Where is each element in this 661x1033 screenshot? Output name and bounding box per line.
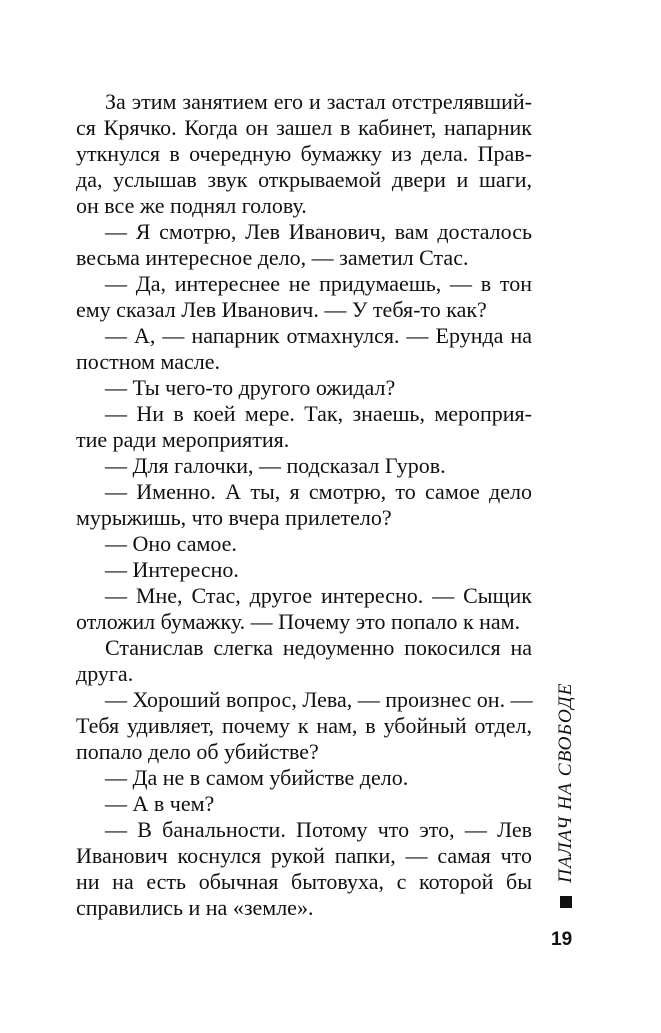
text-line: мурыжишь, что вчера прилетело? [76, 505, 392, 530]
text-line: ни на есть обычная бытовуха, с которой бы [76, 869, 532, 894]
text-line: Тебя удивляет, почему к нам, в убойный отдел, [76, 713, 532, 738]
text-line: друга. [76, 661, 134, 686]
text-line: За этим занятием его и застал отстрелявший- [105, 89, 532, 114]
text-line: — А в чем? [105, 791, 215, 816]
text-line: — Для галочки, — подсказал Гуров. [105, 453, 446, 478]
square-bullet-icon [560, 896, 572, 908]
text-line: — Именно. А ты, я смотрю, то самое дело [105, 479, 532, 504]
text-line: тие ради мероприятия. [76, 427, 290, 452]
text-line: весьма интересное дело, — заметил Стас. [76, 245, 469, 270]
text-line: ся Крячко. Когда он зашел в кабинет, напарник [76, 115, 532, 140]
text-line: — Интересно. [105, 557, 239, 582]
text-line: — Я смотрю, Лев Иванович, вам досталось [105, 219, 532, 244]
text-line: — Мне, Стас, другое интересно. — Сыщик [105, 583, 532, 608]
text-line: — Хороший вопрос, Лева, — произнес он. — [105, 687, 533, 712]
text-line: попало дело об убийстве? [76, 739, 319, 764]
page-number: 19 [551, 929, 573, 950]
text-line: — А, — напарник отмахнулся. — Ерунда на [105, 323, 532, 348]
running-title: ПАЛАЧ НА СВОБОДЕ [555, 682, 576, 883]
text-line: — Ни в коей мере. Так, знаешь, мероприя- [105, 401, 532, 426]
text-line: — В банальности. Потому что это, — Лев [105, 817, 532, 842]
text-line: Иванович коснулся рукой папки, — самая что [76, 843, 532, 868]
text-line: уткнулся в очередную бумажку из дела. Прав- [76, 141, 532, 166]
text-line: — Оно самое. [105, 531, 237, 556]
text-line: — Ты чего-то другого ожидал? [105, 375, 396, 400]
text-line: — Да не в самом убийстве дело. [105, 765, 409, 790]
text-line: постном масле. [76, 349, 221, 374]
text-line: Станислав слегка недоуменно покосился на [105, 635, 532, 660]
text-line: справились и на «земле». [76, 895, 314, 920]
body-text [76, 89, 532, 921]
text-line: — Да, интереснее не придумаешь, — в тон [105, 271, 532, 296]
text-line: да, услышав звук открываемой двери и шаги, [76, 167, 532, 192]
text-line: отложил бумажку. — Почему это попало к нам. [76, 609, 521, 634]
text-line: ему сказал Лев Иванович. — У тебя-то как? [76, 297, 487, 322]
text-line: он все же поднял голову. [76, 193, 307, 218]
